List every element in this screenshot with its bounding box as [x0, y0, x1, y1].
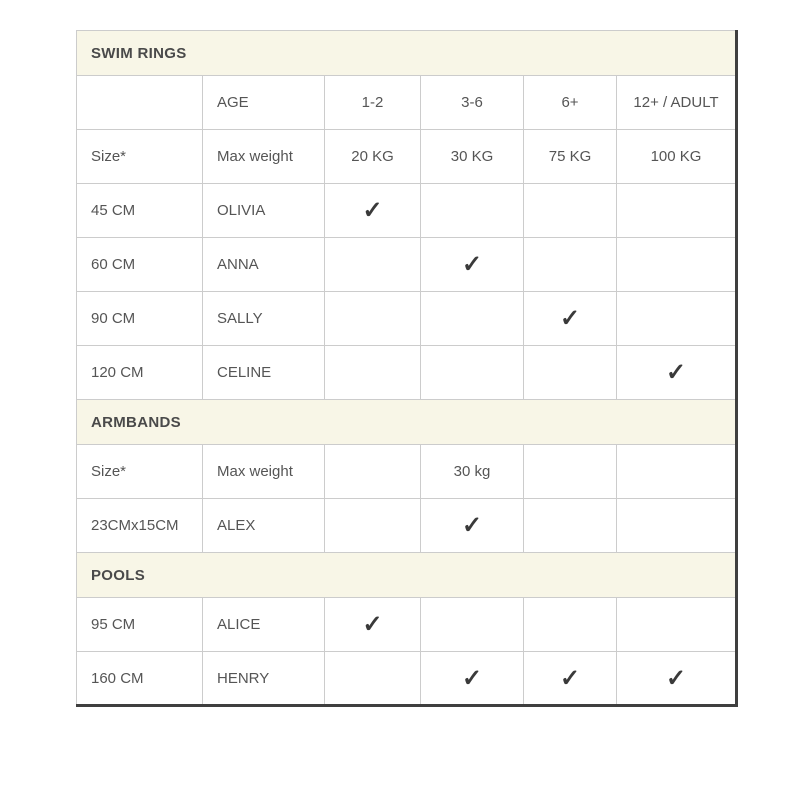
- check-cell-3-6: ✓: [421, 238, 524, 292]
- size-label-cell: Size*: [77, 130, 203, 184]
- name-cell: CELINE: [203, 346, 325, 400]
- check-cell-3-6: [421, 184, 524, 238]
- weight-cell-75kg: 75 KG: [524, 130, 617, 184]
- check-cell-1-2: [325, 499, 421, 553]
- row-olivia: [77, 184, 737, 238]
- col-header-1-2: 1-2: [325, 76, 421, 130]
- section-row-swim-rings: [77, 31, 737, 76]
- section-title-armbands: ARMBANDS: [77, 400, 737, 445]
- check-cell-6plus: [524, 346, 617, 400]
- check-cell-6plus: ✓: [524, 292, 617, 346]
- name-cell: ALEX: [203, 499, 325, 553]
- row-celine: [77, 346, 737, 400]
- check-cell-6plus: [524, 184, 617, 238]
- check-cell-1-2: [325, 346, 421, 400]
- check-cell-adult: ✓: [617, 652, 737, 706]
- check-cell-adult: [617, 499, 737, 553]
- check-cell-1-2: ✓: [325, 598, 421, 652]
- col-header-3-6: 3-6: [421, 76, 524, 130]
- weight-cell-30kg: 30 kg: [421, 445, 524, 499]
- check-cell-6plus: [524, 598, 617, 652]
- col-header-age: AGE: [203, 76, 325, 130]
- weight-header-row: [77, 130, 737, 184]
- name-cell: OLIVIA: [203, 184, 325, 238]
- row-sally: [77, 292, 737, 346]
- row-alice: [77, 598, 737, 652]
- check-cell-1-2: [325, 292, 421, 346]
- check-cell-adult: [617, 184, 737, 238]
- size-cell: 60 CM: [77, 238, 203, 292]
- check-cell-adult: [617, 598, 737, 652]
- weight-cell: [325, 445, 421, 499]
- check-cell-adult: [617, 292, 737, 346]
- section-row-armbands: [77, 400, 737, 445]
- name-cell: SALLY: [203, 292, 325, 346]
- weight-cell-100kg: 100 KG: [617, 130, 737, 184]
- size-label-cell: Size*: [77, 445, 203, 499]
- check-cell-1-2: [325, 238, 421, 292]
- size-chart: [76, 30, 738, 707]
- check-cell-3-6: ✓: [421, 652, 524, 706]
- section-title-pools: POOLS: [77, 553, 737, 598]
- check-cell-6plus: [524, 238, 617, 292]
- blank-cell: [77, 76, 203, 130]
- max-weight-label-cell: Max weight: [203, 445, 325, 499]
- check-cell-6plus: [524, 499, 617, 553]
- check-cell-3-6: [421, 346, 524, 400]
- name-cell: ANNA: [203, 238, 325, 292]
- row-alex: [77, 499, 737, 553]
- check-cell-1-2: [325, 652, 421, 706]
- weight-cell-20kg: 20 KG: [325, 130, 421, 184]
- check-cell-6plus: ✓: [524, 652, 617, 706]
- size-cell: 120 CM: [77, 346, 203, 400]
- section-title-swim-rings: SWIM RINGS: [77, 31, 737, 76]
- size-cell: 45 CM: [77, 184, 203, 238]
- check-cell-3-6: ✓: [421, 499, 524, 553]
- armbands-weight-header-row: [77, 445, 737, 499]
- section-row-pools: [77, 553, 737, 598]
- size-cell: 160 CM: [77, 652, 203, 706]
- size-cell: 90 CM: [77, 292, 203, 346]
- col-header-adult: 12+ / ADULT: [617, 76, 737, 130]
- weight-cell: [617, 445, 737, 499]
- age-header-row: [77, 76, 737, 130]
- row-anna: [77, 238, 737, 292]
- name-cell: HENRY: [203, 652, 325, 706]
- check-cell-1-2: ✓: [325, 184, 421, 238]
- max-weight-label-cell: Max weight: [203, 130, 325, 184]
- size-cell: 23CMx15CM: [77, 499, 203, 553]
- weight-cell: [524, 445, 617, 499]
- check-cell-3-6: [421, 292, 524, 346]
- size-chart-table: [76, 30, 738, 707]
- row-henry: [77, 652, 737, 706]
- name-cell: ALICE: [203, 598, 325, 652]
- col-header-6plus: 6+: [524, 76, 617, 130]
- check-cell-adult: [617, 238, 737, 292]
- check-cell-adult: ✓: [617, 346, 737, 400]
- check-cell-3-6: [421, 598, 524, 652]
- size-cell: 95 CM: [77, 598, 203, 652]
- weight-cell-30kg: 30 KG: [421, 130, 524, 184]
